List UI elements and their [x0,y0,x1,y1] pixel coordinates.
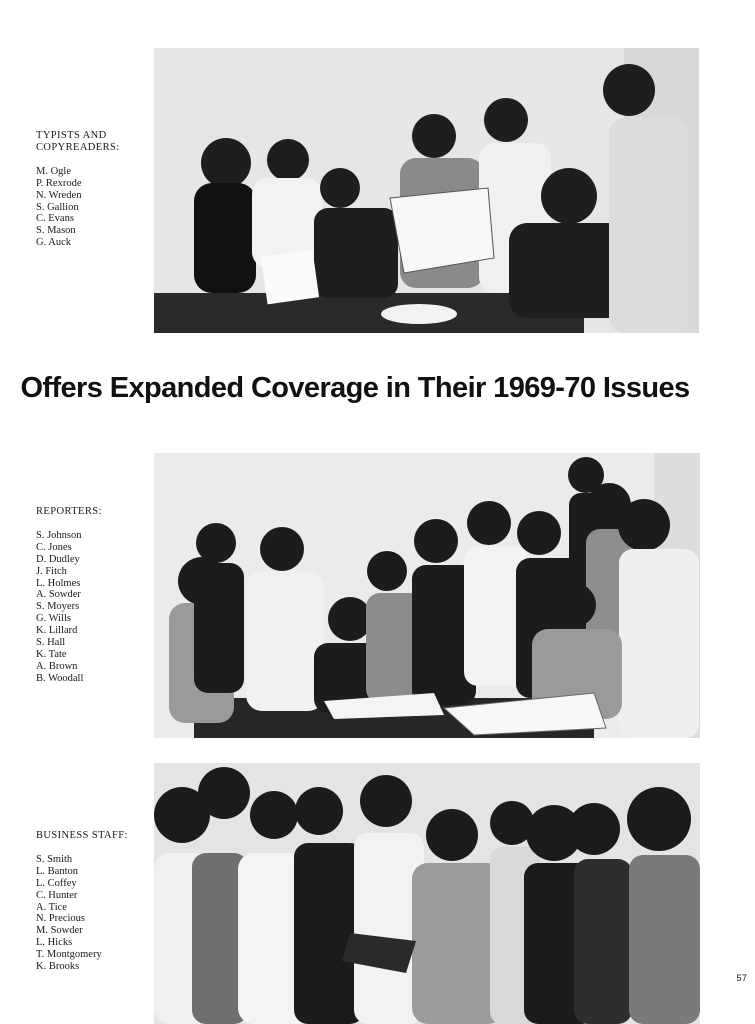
business-heading-line: BUSINESS STAFF: [36,830,128,841]
reporter-name: B. Woodall [36,672,84,684]
business-staff-name: N. Precious [36,913,85,925]
reporters-name-list [36,530,102,685]
business-heading [36,830,128,842]
reporters-heading-line: REPORTERS: [36,506,102,517]
reporter-name: A. Sowder [36,589,81,601]
reporters-heading [36,506,102,518]
business-staff-name: L. Banton [36,865,78,877]
typists-heading-line: COPYREADERS: [36,141,120,153]
typist-name: C. Evans [36,213,74,225]
business-staff-photo [154,763,700,1024]
typist-name: G. Auck [36,237,71,249]
business-staff-name: A. Tice [36,901,67,913]
business-staff-name: T. Montgomery [36,949,102,961]
business-staff-name: L. Hicks [36,937,73,949]
reporters-photo-scene [154,453,700,738]
reporters-photo [154,453,700,738]
typist-name: S. Gallion [36,201,79,213]
typist-name: N. Wreden [36,189,82,201]
typist-name: P. Rexrode [36,177,82,189]
business-staff-name: C. Hunter [36,889,78,901]
typist-name: M. Ogle [36,165,71,177]
reporters-caption [36,506,102,685]
typists-caption [36,130,120,249]
business-staff-name: S. Smith [36,853,73,865]
business-staff-photo-scene [154,763,700,1024]
business-caption [36,830,128,973]
typists-name-list [36,166,120,249]
reporter-name: G. Wills [36,613,71,625]
reporter-name: C. Jones [36,541,72,553]
reporter-name: K. Tate [36,648,67,660]
reporter-name: D. Dudley [36,553,80,565]
typists-heading-line: TYPISTS AND [36,130,107,141]
typists-photo [154,48,699,333]
typists-heading [36,130,120,154]
page-number: 57 [736,973,747,984]
reporter-name: K. Lillard [36,625,78,637]
reporter-name: J. Fitch [36,565,67,577]
business-staff-name: M. Sowder [36,925,83,937]
business-name-list [36,854,128,973]
reporter-name: A. Brown [36,660,78,672]
reporter-name: L. Holmes [36,577,81,589]
reporter-name: S. Hall [36,637,66,649]
reporter-name: S. Moyers [36,601,80,613]
reporter-name: S. Johnson [36,529,82,541]
typist-name: S. Mason [36,225,76,237]
page-headline: Offers Expanded Coverage in Their 1969-70 Issues [20,372,690,404]
typists-photo-scene [154,48,699,333]
business-staff-name: K. Brooks [36,961,80,973]
business-staff-name: L. Coffey [36,877,77,889]
